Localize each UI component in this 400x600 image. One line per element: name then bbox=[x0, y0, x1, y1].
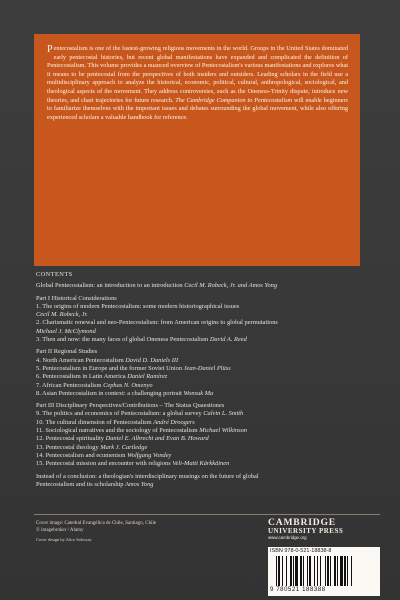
publisher-logo bbox=[268, 517, 384, 540]
toc-author: Michael J. McClymond bbox=[36, 327, 96, 335]
barcode bbox=[268, 547, 380, 596]
barcode-stripe bbox=[327, 556, 329, 586]
toc-entry: 1. The origins of modern Pentecostalism: some modern historiographical issues bbox=[36, 302, 240, 310]
barcode-stripe bbox=[286, 556, 287, 586]
publisher-website: www.cambridge.org bbox=[268, 535, 307, 540]
barcode-stripe bbox=[351, 556, 352, 586]
barcode-number: 9 780521 188388 bbox=[270, 587, 326, 593]
part-title: Part III Disciplinary Perspectives/Contributions – The Status Quaestiones bbox=[36, 402, 225, 410]
drop-cap: P bbox=[47, 44, 53, 55]
toc-entry: Instead of a conclusion: a theologian's interdisciplinary musings on the future of global bbox=[36, 472, 259, 480]
toc-entry: 11. Sociological narratives and the sociology of Pentecostalism Michael Wilkinson bbox=[36, 427, 247, 435]
table-of-contents bbox=[36, 271, 376, 489]
toc-entry: 14. Pentecostalism and ecumenism Wolfgang Vondey bbox=[36, 451, 172, 459]
toc-entry: 15. Pentecostal mission and encounter with religions Veli-Matti Kärkkäinen bbox=[36, 460, 230, 468]
barcode-stripe bbox=[276, 556, 277, 586]
barcode-stripe bbox=[314, 556, 315, 586]
cover-image-credit: Cover image: Catedral Evangélica de Chile, Santiago, Chile bbox=[36, 521, 157, 526]
blurb-book-title: The Cambridge Companion to Pentecostalism bbox=[175, 96, 293, 104]
cover-design-credit: Cover design by Alice Soloway bbox=[36, 537, 92, 542]
barcode-stripe bbox=[330, 556, 331, 586]
barcode-stripe bbox=[325, 556, 326, 586]
toc-entry: Global Pentecostalism: an introduction to an introduction Cecil M. Robeck, Jr. and Amos Yong bbox=[36, 282, 278, 290]
cover-credit bbox=[36, 520, 156, 534]
toc-entry: 9. The politics and economics of Pentecostalism: a global survey Calvin L. Smith bbox=[36, 410, 244, 418]
toc-entry: 6. Pentecostalism in Latin America Daniel Ramírez bbox=[36, 373, 168, 381]
part-title: Part II Regional Studies bbox=[36, 348, 98, 356]
part-title: Part I Historical Considerations bbox=[36, 294, 117, 302]
toc-entry: 7. African Pentecostalism Cephas N. Omenyo bbox=[36, 381, 153, 389]
barcode-stripe bbox=[290, 556, 292, 586]
barcode-stripe bbox=[337, 556, 338, 586]
blurb-text-end: will enable beginners to familiarize themselves with the important issues and debates surrounding the global movement, while also offering experienced scholars a valuable handbook for reference. bbox=[47, 96, 348, 121]
isbn-label: ISBN 978-0-521-18838-8 bbox=[270, 548, 332, 554]
toc-entry: 12. Pentecostal spirituality Daniel E. Albrecht and Evan B. Howard bbox=[36, 435, 209, 443]
toc-entry: 3. Then and now: the many faces of global Oneness Pentecostalism David A. Reed bbox=[36, 336, 247, 344]
publisher-subname: UNIVERSITY PRESS bbox=[268, 527, 344, 535]
blurb-text: entecostalism is one of the fastest-growing religious movements in the world. Groups in the United States dominated early pentecostal histories, but recent global manifestations have expanded and complicated the definition of Pentecostalism. This volume provides a nuanced overview of Pentecostalism's various manifestations and explores what it means to be pentecostal from the perspectives of both insiders and outsiders. Leading scholars in the field use a multidisciplinary approach to analyze the historical, economic, political, cultural, anthropological, sociological, and theological aspects of the movement. They address controversies, such as the Oneness-Trinity dispute, introduce new theories, and chart trajectories for future research. bbox=[47, 45, 348, 104]
toc-entry: 10. The cultural dimension of Pentecostalism André Droogers bbox=[36, 418, 195, 426]
blurb-panel bbox=[34, 34, 360, 266]
toc-entry: 4. North American Pentecostalism David D. Daniels III bbox=[36, 356, 179, 364]
barcode-stripe bbox=[282, 556, 283, 586]
barcode-bars bbox=[276, 556, 374, 586]
barcode-stripe bbox=[347, 556, 348, 586]
barcode-stripe bbox=[344, 556, 346, 586]
contents-heading: CONTENTS bbox=[36, 271, 73, 278]
barcode-stripe bbox=[334, 556, 336, 586]
barcode-stripe bbox=[307, 556, 308, 586]
barcode-stripe bbox=[293, 556, 294, 586]
toc-author: Cecil M. Robeck, Jr. bbox=[36, 311, 88, 319]
barcode-stripe bbox=[295, 556, 298, 586]
toc-entry: 5. Pentecostalism in Europe and the former Soviet Union Jean-Daniel Plüss bbox=[36, 364, 231, 372]
barcode-stripe bbox=[340, 556, 343, 586]
barcode-stripe bbox=[300, 556, 302, 586]
divider bbox=[34, 514, 380, 515]
photo-credit: © imagebroker / Alamy bbox=[36, 528, 84, 533]
toc-entry: Pentecostalism and its scholarship Amos Yong bbox=[36, 480, 154, 488]
barcode-stripe bbox=[317, 556, 318, 586]
barcode-stripe bbox=[278, 556, 280, 586]
barcode-stripe bbox=[303, 556, 304, 586]
barcode-stripe bbox=[320, 556, 321, 586]
barcode-stripe bbox=[309, 556, 311, 586]
publisher-name: CAMBRIDGE bbox=[268, 517, 336, 528]
toc-entry: 13. Pentecostal theology Mark J. Cartledge bbox=[36, 443, 148, 451]
toc-entry: 2. Charismatic renewal and neo-Pentecostalism: from American origins to global permutations bbox=[36, 319, 278, 327]
toc-entry: 8. Asian Pentecostalism in context: a challenging portrait Wonsuk Ma bbox=[36, 389, 214, 397]
